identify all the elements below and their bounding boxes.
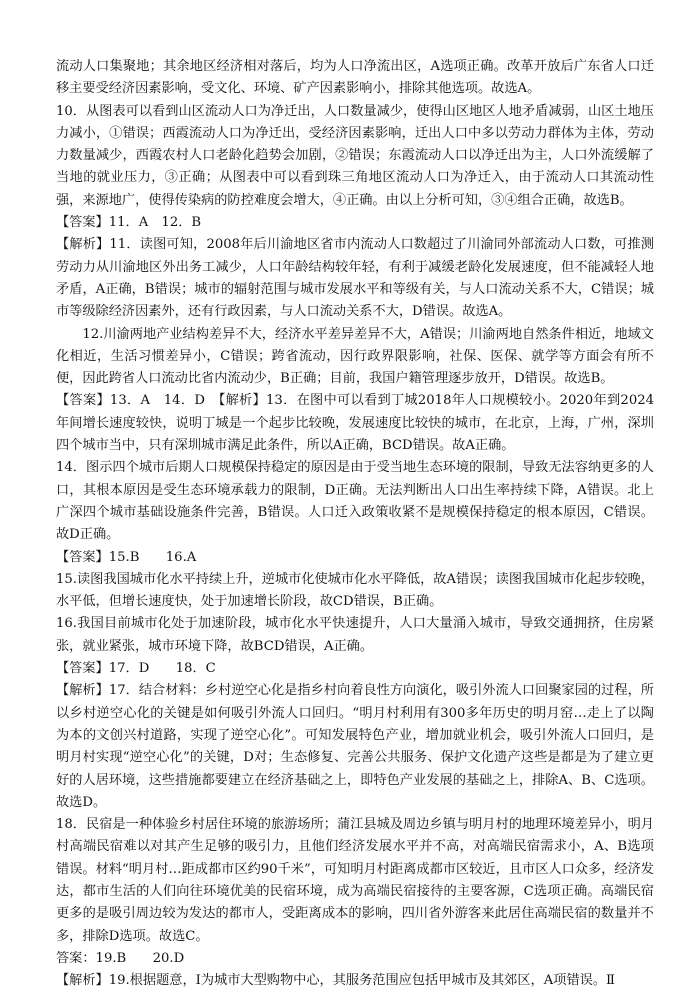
- paragraph-q18-explanation: 18．民宿是一种体验乡村居住环境的旅游场所；蒲江县城及周边乡镇与明月村的地理环境差异小，明月村高端民宿难以对其产生足够的吸引力，且他们经济发展水平并不高，对高端民宿需求小，A、B选项错误。材料“明月村…距成都市区约90千米”，可知明月村距离成都市区较近，且市区人口众多，经济发达，都市生活的人们向往环境优美的民宿环境，成为高端民宿接待的主要客源，C选项正确。高端民宿更多的是吸引周边较为发达的都市人，受距离成本的影响，四川省外游客来此居住高端民宿的数量并不多，排除D选项。故选C。: [56, 817, 654, 944]
- answer-17-18: 【答案】17．D 18．C: [56, 661, 216, 677]
- paragraph-q11-explanation: 【解析】11．读图可知，2008年后川渝地区省市内流动人口数超过了川渝同外部流动人口数，可推测劳动力从川渝地区外出务工减少，人口年龄结构较年轻，有利于减缓老龄化发展速度，但不能减轻人地矛盾，A正确，B错误；城市的辐射范围与城市发展水平和等级有关，与人口流动关系不大，C错误；城市等级除经济因素外，还有行政因素，与人口流动关系不大，D错误。故选A。: [56, 237, 654, 320]
- paragraph-q15-explanation: 15.读图我国城市化水平持续上升，逆城市化使城市化水平降低，故A错误；读图我国城市化起步较晚，水平低，但增长速度快，处于加速增长阶段，故CD错误，B正确。: [56, 571, 654, 610]
- paragraph-q16-explanation: 16.我国目前城市化处于加速阶段，城市化水平快速提升，人口大量涌入城市，导致交通拥挤，住房紧张，就业紧张，城市环境下降，故BCD错误，A正确。: [56, 616, 654, 654]
- paragraph-q12-explanation: 12.川渝两地产业结构差异不大，经济水平差异差异不大，A错误；川渝两地自然条件相近，地域文化相近，生活习惯差异小，C错误；跨省流动，因行政界限影响，社保、医保、就学等方面会有所不便，因此跨省人口流动比省内流动少，B正确；目前，我国户籍管理逐步放开，D错误。故选B。: [56, 326, 654, 387]
- paragraph-q9-explanation-end: 流动人口集聚地；其余地区经济相对落后，均为人口净流出区，A选项正确。改革开放后广东省人口迁移主要受经济因素影响，受文化、环境、矿产因素影响小，排除其他选项。故选A。: [56, 59, 654, 97]
- answer-19-20: 答案：19.B 20.D: [56, 950, 185, 966]
- answer-13-14-with-q13-explanation: 【答案】13．A 14．D 【解析】13．在图中可以看到丁城2018年人口规模较小。2020年到2024年间增长速度较快，说明丁城是一个起步比较晚，发展速度比较快的城市，在北京，上海，广州，深圳四个城市当中，只有深圳城市满足此条件，所以A正确，BCD错误。故A正确。: [56, 393, 654, 454]
- answer-15-16: 【答案】15.B 16.A: [56, 549, 197, 565]
- paragraph-q14-explanation: 14．图示四个城市后期人口规模保持稳定的原因是由于受当地生态环境的限制，导致无法容纳更多的人口，其根本原因是受生态环境承载力的限制，D正确。无法判断出人口出生率持续下降，A错误。北上广深四个城市基础设施条件完善，B错误。人口迁入政策收紧不是规模保持稳定的根本原因，C错误。故D正确。: [56, 460, 654, 543]
- paragraph-q10-explanation: 10．从图表可以看到山区流动人口为净迁出，人口数量减少，使得山区地区人地矛盾减弱，山区土地压力减小，①错误；西霞流动人口为净迁出，受经济因素影响，迁出人口中多以劳动力群体为主体，劳动力数量减少，西霞农村人口老龄化趋势会加剧，②错误；东霞流动人口以净迁出为主，人口外流缓解了当地的就业压力，③正确；从图表中可以看到珠三角地区流动人口为净迁入，由于流动人口其流动性强，来源地广，使得传染病的防控难度会增大，④正确。由以上分析可知，③④组合正确，故选B。: [56, 103, 654, 208]
- paragraph-q17-explanation: 【解析】17．结合材料：乡村逆空心化是指乡村向着良性方向演化，吸引外流人口回聚家园的过程，所以乡村逆空心化的关键是如何吸引外流人口回归。“明月村利用有300多年历史的明月窑…走上了以陶为本的文创兴村道路，实现了逆空心化”。可知发展特色产业，增加就业机会，吸引外流人口回归，是明月村实现“逆空心化”的关键，D对；生态修复、完善公共服务、保护文化遗产这些是都是为了建立更好的人居环境，这些措施都要建立在经济基础之上，即特色产业发展的基础之上，排除A、B、C选项。故选D。: [56, 683, 654, 810]
- answer-11-12: 【答案】11．A 12．B: [56, 215, 202, 231]
- paragraph-q19-explanation-start: 【解析】19.根据题意，Ⅰ为城市大型购物中心，其服务范围应包括甲城市及其郊区，A项错误。Ⅱ: [56, 973, 615, 989]
